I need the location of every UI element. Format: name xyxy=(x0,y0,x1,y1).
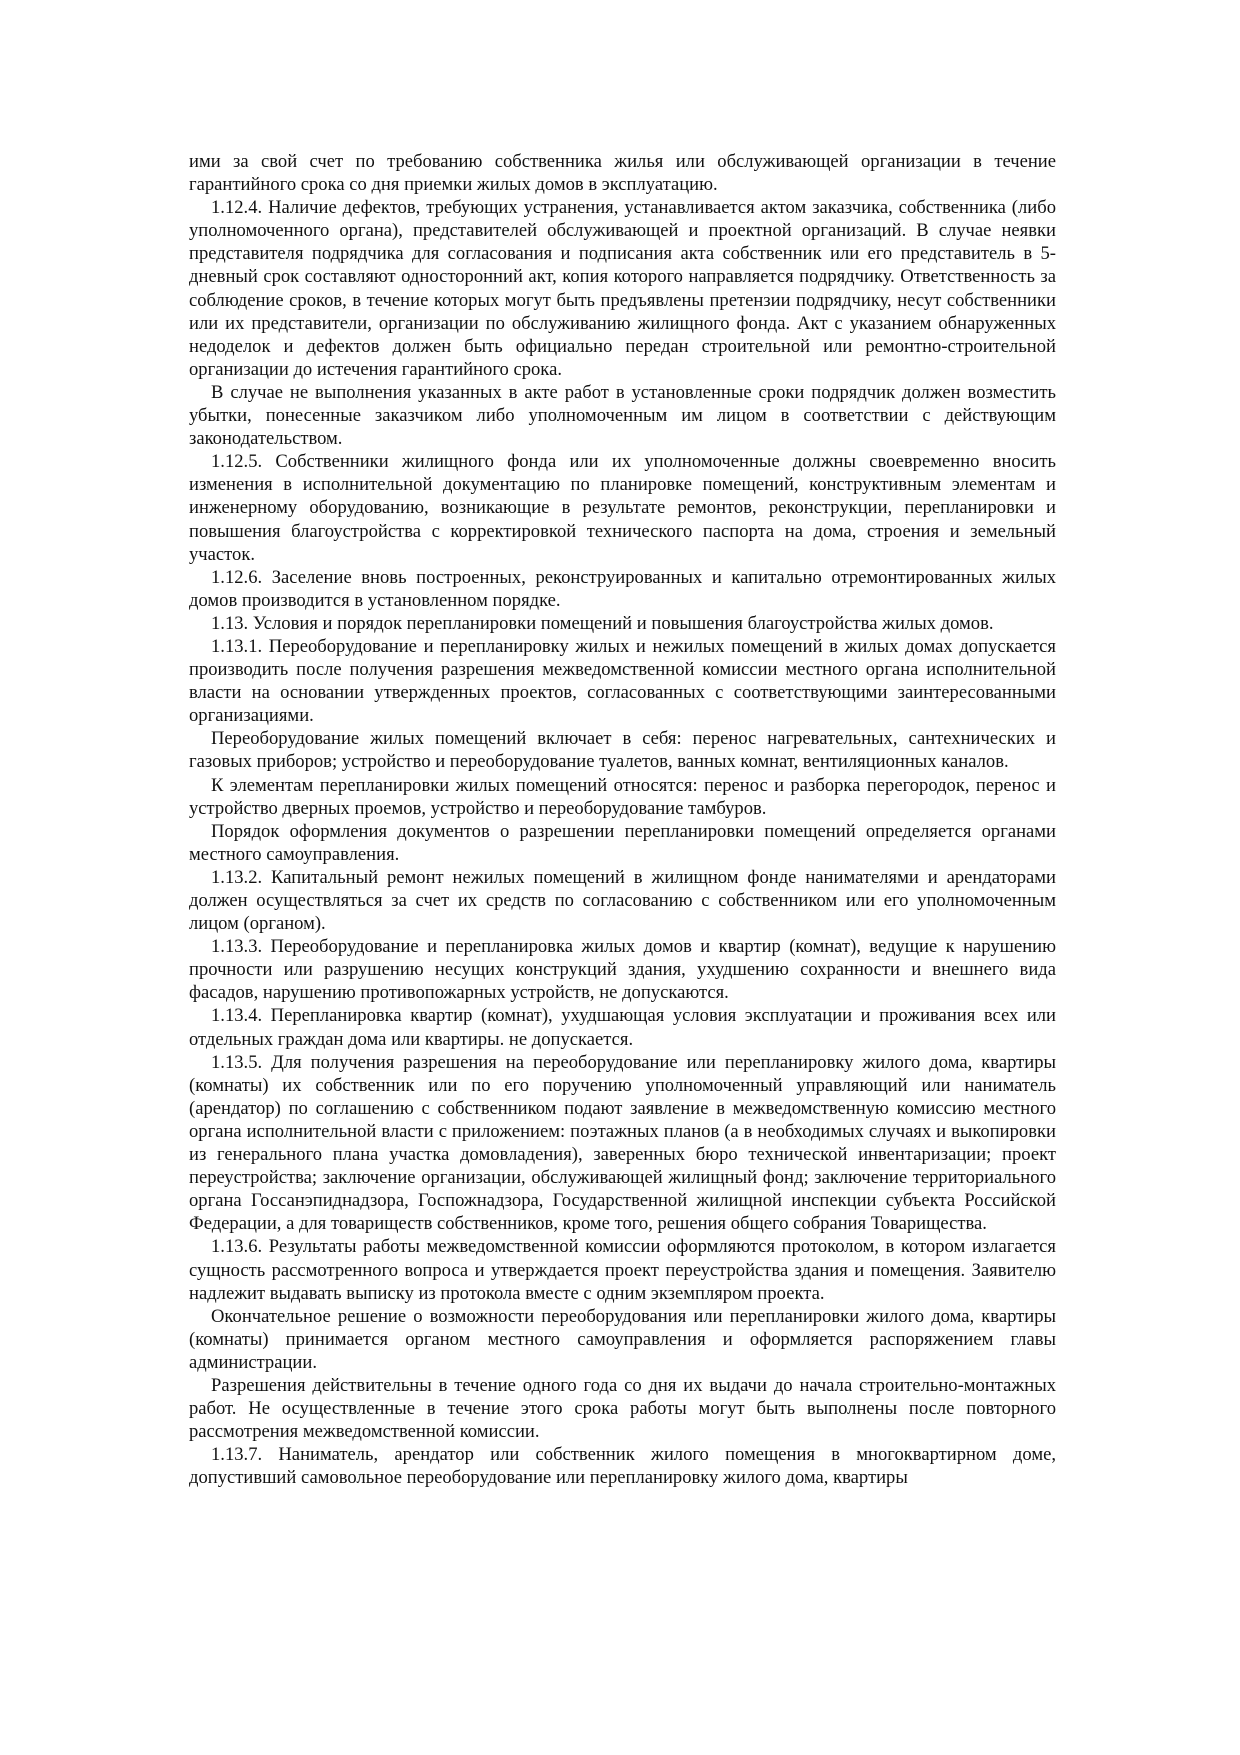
paragraph-reequipment-scope: Переоборудование жилых помещений включает в себя: перенос нагревательных, сантехнических и газовых приборов; устройство и переоборудование туалетов, ванных комнат, вентиляционных каналов. xyxy=(189,728,1056,773)
paragraph-1-13-7: 1.13.7. Наниматель, арендатор или собственник жилого помещения в многоквартирном доме, допустивший самовольное переоборудование или перепланировку жилого дома, квартиры xyxy=(189,1444,1056,1489)
paragraph-1-13-5: 1.13.5. Для получения разрешения на переоборудование или перепланировку жилого дома, квартиры (комнаты) их собственник или по его поручению уполномоченный управляющий или наниматель (арендатор) по соглашению с собственником подают заявление в межведомственную комиссию местного органа исполнительной власти с приложением: поэтажных планов (а в необходимых случаях и выкопировки из генерального плана участка домовладения), заверенных бюро технической инвентаризации; проект переустройства; заключение организации, обслуживающей жилищный фонд; заключение территориального органа Госсанэпиднадзора, Госпожнадзора, Государственной жилищной инспекции субъекта Российской Федерации, а для товариществ собственников, кроме того, решения общего собрания Товарищества. xyxy=(189,1051,1056,1235)
paragraph-1-12-5: 1.12.5. Собственники жилищного фонда или их уполномоченные должны своевременно вносить изменения в исполнительной документацию по планировке помещений, конструктивным элементам и инженерному оборудованию, возникающие в результате ремонтов, реконструкции, перепланировки и повышения благоустройства с корректировкой технического паспорта на дома, строения и земельный участок. xyxy=(189,451,1056,565)
paragraph-continuation: ими за свой счет по требованию собственника жилья или обслуживающей организации в течение гарантийного срока со дня приемки жилых домов в эксплуатацию. xyxy=(189,151,1056,196)
paragraph-contractor-liability: В случае не выполнения указанных в акте работ в установленные сроки подрядчик должен возместить убытки, понесенные заказчиком либо уполномоченным им лицом в соответствии с действующим законодательством. xyxy=(189,381,1056,450)
paragraph-1-13-4: 1.13.4. Перепланировка квартир (комнат), ухудшающая условия эксплуатации и проживания всех или отдельных граждан дома или квартиры. не допускается. xyxy=(189,1005,1056,1050)
paragraph-1-12-4: 1.12.4. Наличие дефектов, требующих устранения, устанавливается актом заказчика, собственника (либо уполномоченного органа), представителей обслуживающей и проектной организаций. В случае неявки представителя подрядчика для согласования и подписания акта собственник или его представитель в 5-дневный срок составляют односторонний акт, копия которого направляется подрядчику. Ответственность за соблюдение сроков, в течение которых могут быть предъявлены претензии подрядчику, несут собственники или их представители, организации по обслуживанию жилищного фонда. Акт с указанием обнаруженных недоделок и дефектов должен быть официально передан строительной или ремонтно-строительной организации до истечения гарантийного срока. xyxy=(189,197,1056,380)
paragraph-permit-validity: Разрешения действительны в течение одного года со дня их выдачи до начала строительно-монтажных работ. Не осуществленные в течение этого срока работы могут быть выполнены после повторного рассмотрения межведомственной комиссии. xyxy=(189,1374,1056,1443)
section-heading-1-13: 1.13. Условия и порядок перепланировки помещений и повышения благоустройства жилых домов. xyxy=(211,612,994,634)
paragraph-1-13-2: 1.13.2. Капитальный ремонт нежилых помещений в жилищном фонде нанимателями и арендаторами должен осуществляться за счет их средств по согласованию с собственником или его уполномоченным лицом (органом). xyxy=(189,866,1056,935)
document-page xyxy=(189,150,1056,1489)
paragraph-final-decision: Окончательное решение о возможности переоборудования или перепланировки жилого дома, квартиры (комнаты) принимается органом местного самоуправления и оформляется распоряжением главы администрации. xyxy=(189,1305,1056,1373)
paragraph-1-13-1: 1.13.1. Переоборудование и перепланировку жилых и нежилых помещений в жилых домах допускается производить после получения разрешения межведомственной комиссии местного органа исполнительной власти на основании утвержденных проектов, согласованных с соответствующими заинтересованными организациями. xyxy=(189,635,1056,727)
paragraph-replanning-elements: К элементам перепланировки жилых помещений относятся: перенос и разборка перегородок, перенос и устройство дверных проемов, устройство и переоборудование тамбуров. xyxy=(189,774,1056,819)
paragraph-1-13-3: 1.13.3. Переоборудование и перепланировка жилых домов и квартир (комнат), ведущие к нарушению прочности или разрушению несущих конструкций здания, ухудшению сохранности и внешнего вида фасадов, нарушению противопожарных устройств, не допускаются. xyxy=(189,936,1056,1004)
paragraph-documents-procedure: Порядок оформления документов о разрешении перепланировки помещений определяется органами местного самоуправления. xyxy=(189,820,1056,865)
paragraph-1-12-6: 1.12.6. Заселение вновь построенных, реконструированных и капитально отремонтированных жилых домов производится в установленном порядке. xyxy=(189,566,1056,611)
paragraph-1-13-6: 1.13.6. Результаты работы межведомственной комиссии оформляются протоколом, в котором излагается сущность рассмотренного вопроса и утверждается проект переустройства здания и помещения. Заявителю надлежит выдавать выписку из протокола вместе с одним экземпляром проекта. xyxy=(189,1236,1056,1304)
